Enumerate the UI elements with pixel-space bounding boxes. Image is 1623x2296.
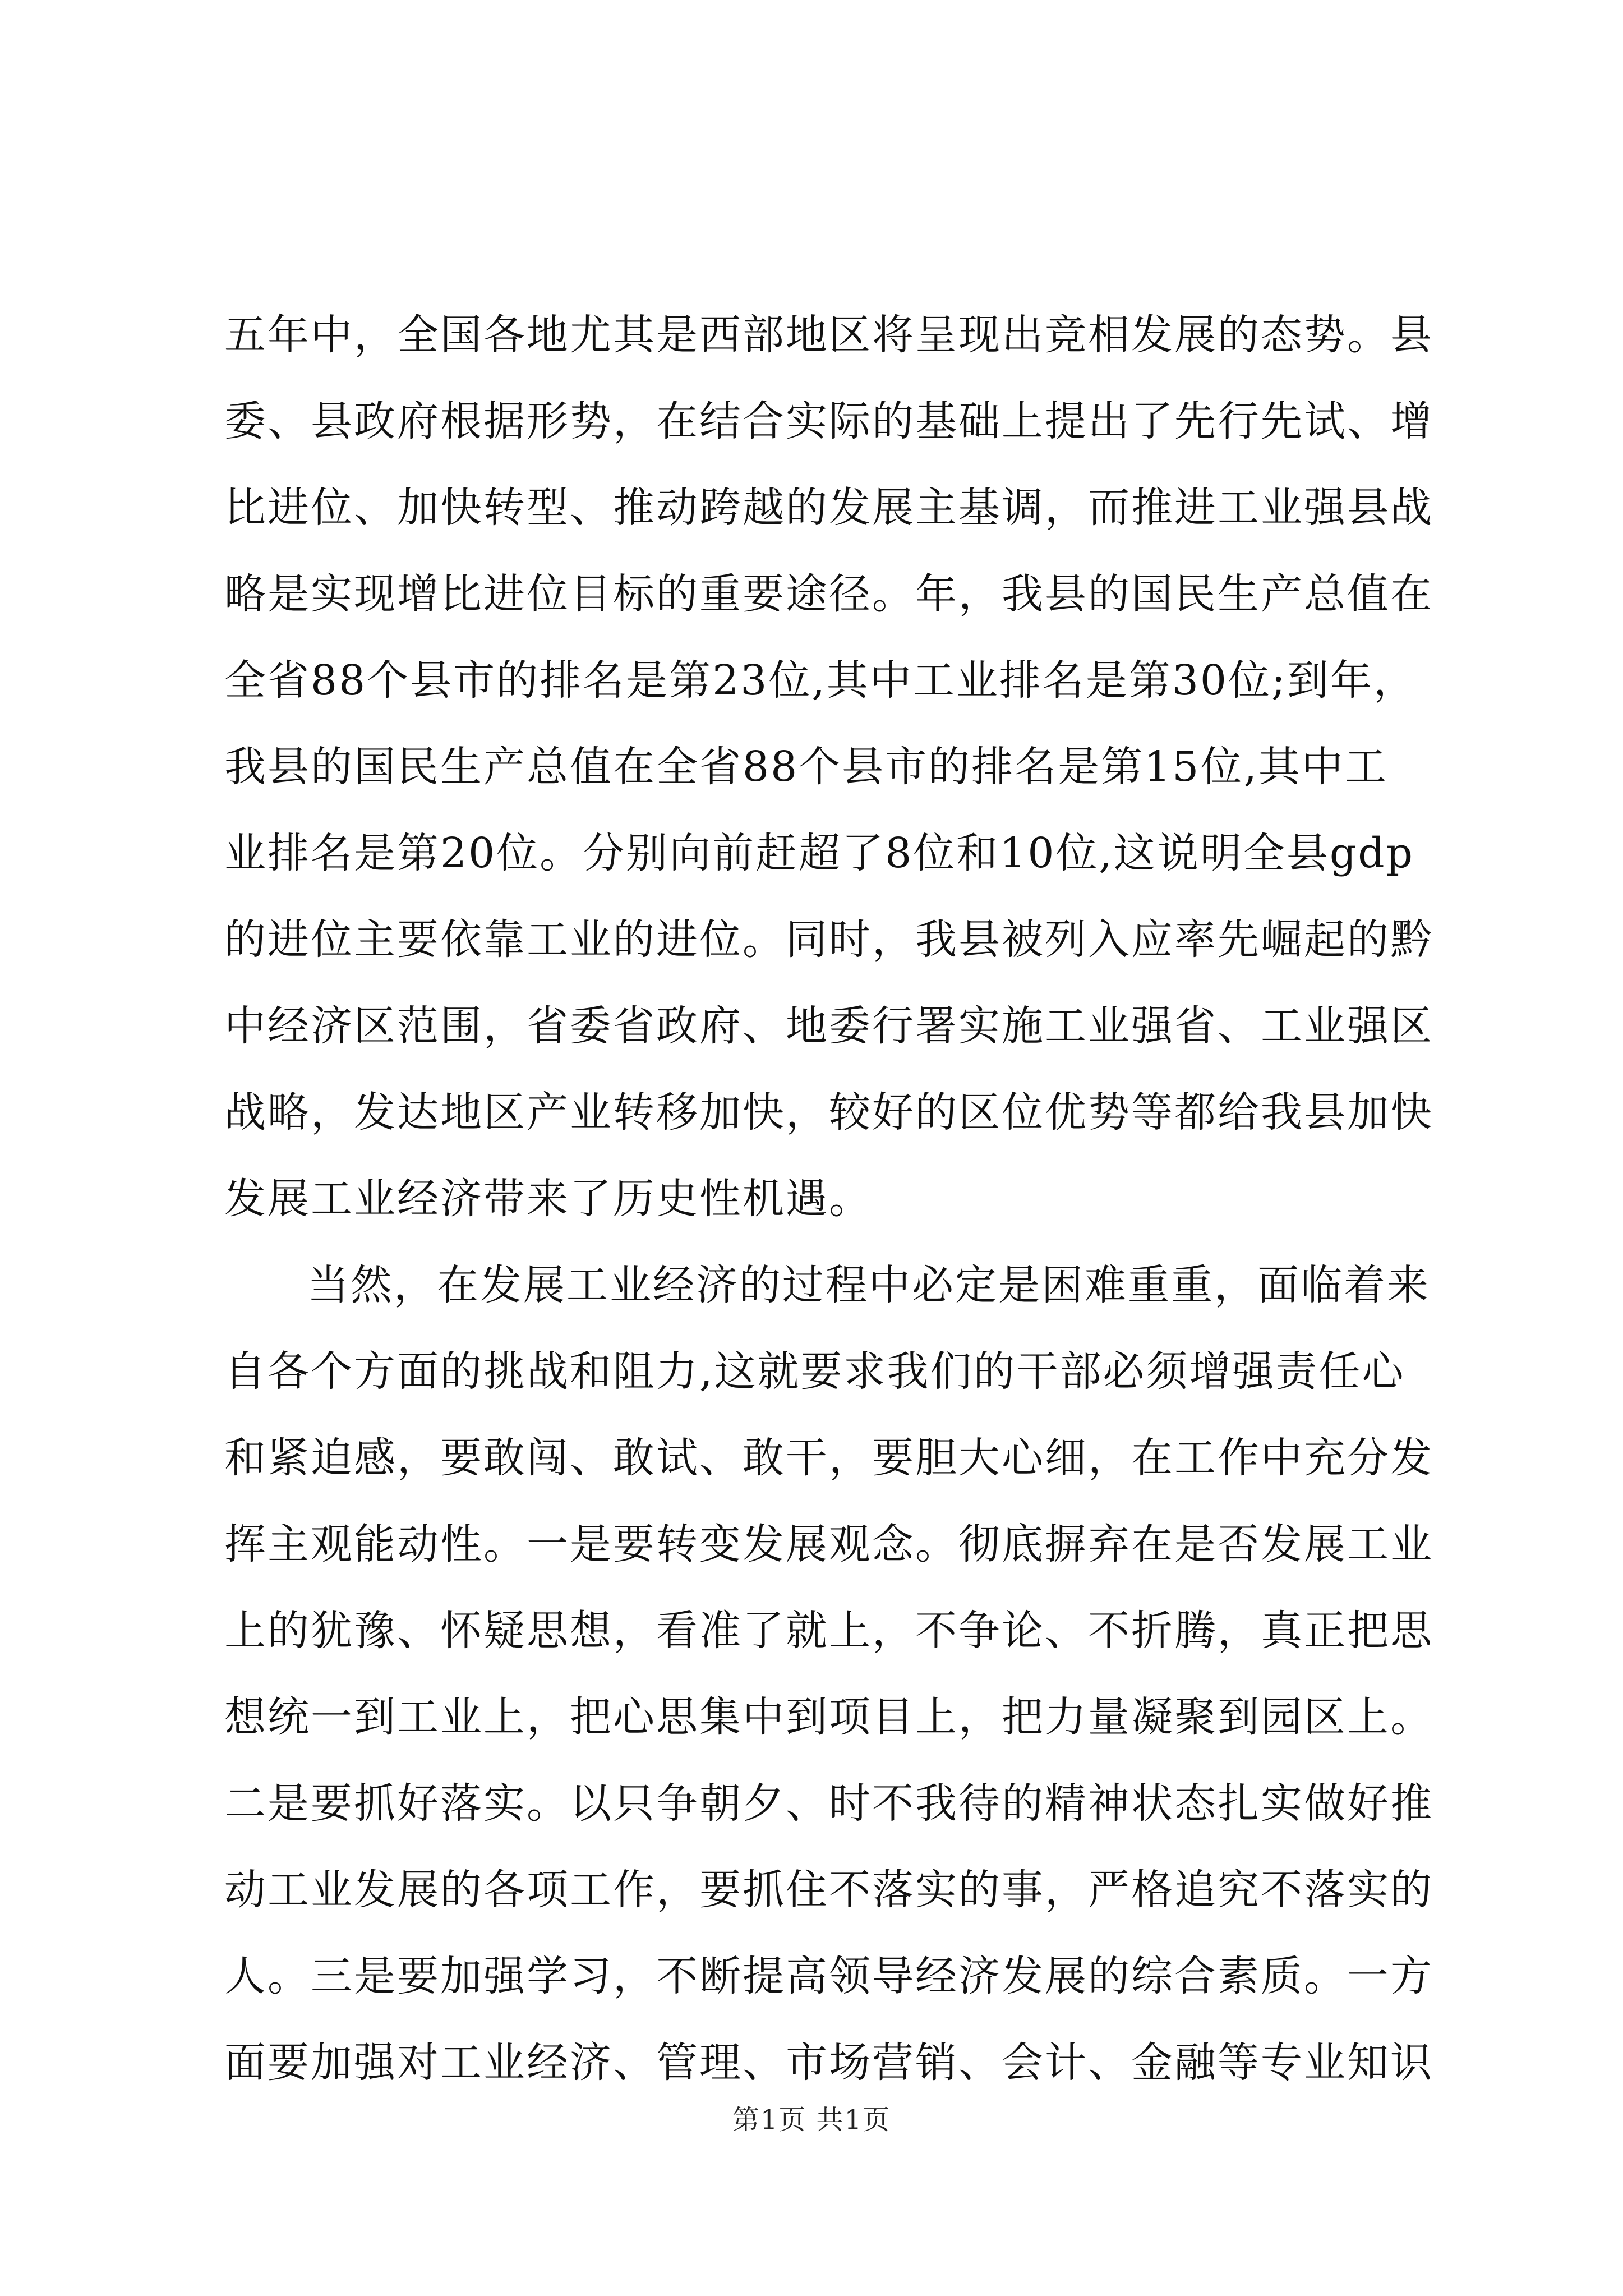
- text-line: 中经济区范围，省委省政府、地委行署实施工业强省、工业强区: [224, 1002, 1433, 1050]
- text-line: 当然，在发展工业经济的过程中必定是困难重重，面临着来: [307, 1261, 1430, 1309]
- text-line: 略是实现增比进位目标的重要途径。年，我县的国民生产总值在: [224, 570, 1433, 618]
- paragraph-2: [224, 1242, 1433, 2106]
- text-line: 五年中，全国各地尤其是西部地区将呈现出竞相发展的态势。县: [224, 311, 1433, 359]
- text-line: 全省88个县市的排名是第23位,其中工业排名是第30位;到年，: [224, 656, 1417, 705]
- text-line: 自各个方面的挑战和阻力,这就要求我们的干部必须增强责任心: [224, 1347, 1405, 1396]
- text-line: 委、县政府根据形势，在结合实际的基础上提出了先行先试、增: [224, 397, 1433, 445]
- text-line: 战略，发达地区产业转移加快，较好的区位优势等都给我县加快: [224, 1088, 1433, 1137]
- text-line: 二是要抓好落实。以只争朝夕、时不我待的精神状态扎实做好推: [224, 1779, 1433, 1828]
- text-line: 的进位主要依靠工业的进位。同时，我县被列入应率先崛起的黔: [224, 915, 1433, 964]
- text-line: 上的犹豫、怀疑思想，看准了就上，不争论、不折腾，真正把思: [224, 1607, 1433, 1655]
- text-line: 和紧迫感，要敢闯、敢试、敢干，要胆大心细，在工作中充分发: [224, 1434, 1433, 1482]
- text-line: 人。三是要加强学习，不断提高领导经济发展的综合素质。一方: [224, 1952, 1433, 2000]
- paragraph-1: [224, 292, 1433, 1242]
- text-line: 面要加强对工业经济、管理、市场营销、会计、金融等专业知识: [224, 2039, 1433, 2087]
- text-line: 业排名是第20位。分别向前赶超了8位和10位,这说明全县gdp: [224, 829, 1415, 877]
- document-body: [224, 292, 1433, 2106]
- page-footer: 第1页 共1页: [732, 2104, 891, 2136]
- text-line: 想统一到工业上，把心思集中到项目上，把力量凝聚到园区上。: [224, 1693, 1433, 1741]
- text-line: 挥主观能动性。一是要转变发展观念。彻底摒弃在是否发展工业: [224, 1520, 1433, 1568]
- text-line: 我县的国民生产总值在全省88个县市的排名是第15位,其中工: [224, 743, 1388, 791]
- text-line: 动工业发展的各项工作，要抓住不落实的事，严格追究不落实的: [224, 1866, 1433, 1914]
- text-line: 发展工业经济带来了历史性机遇。: [224, 1175, 872, 1223]
- text-line: 比进位、加快转型、推动跨越的发展主基调，而推进工业强县战: [224, 484, 1433, 532]
